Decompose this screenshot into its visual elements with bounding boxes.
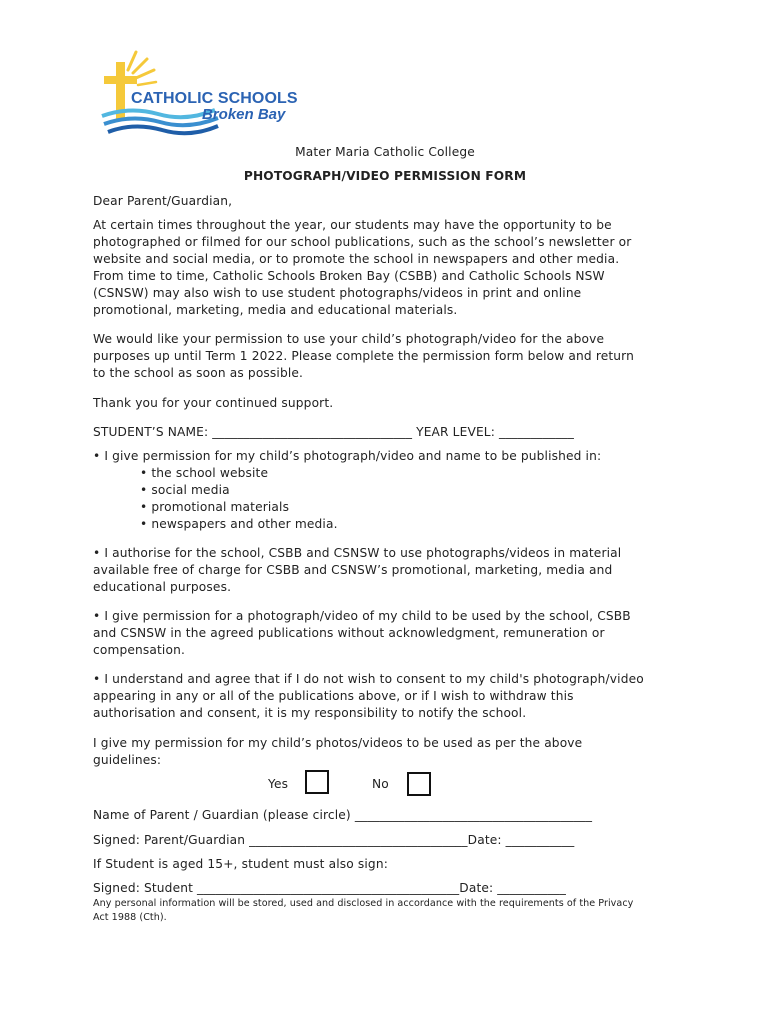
- logo-subtitle: Broken Bay: [202, 106, 286, 123]
- consent-line: I give my permission for my child’s photos/videos to be used as per the above: [93, 736, 583, 750]
- authorise-line: • I authorise for the school, CSBB and CSNSW to use photographs/videos in material: [93, 546, 622, 560]
- withdraw-line: authorisation and consent, it is my responsibility to notify the school.: [93, 706, 527, 720]
- authorise-line: available free of charge for CSBB and CSNSW’s promotional, marketing, media and: [93, 563, 613, 577]
- privacy-line: Any personal information will be stored, used and disclosed in accordance with the requirements of the Privacy: [93, 898, 634, 909]
- authorise-line: educational purposes.: [93, 580, 232, 594]
- permission-intro: • I give permission for my child’s photograph/video and name to be published in:: [93, 449, 602, 463]
- thanks-text: Thank you for your continued support.: [93, 396, 334, 410]
- intro-line: photographed or filmed for our school publications, such as the school’s newsletter or: [93, 235, 632, 249]
- parent-signature-field[interactable]: Signed: Parent/Guardian ___________________________________Date: ___________: [93, 833, 575, 847]
- yes-label: Yes: [268, 777, 289, 791]
- form-title: PHOTOGRAPH/VIDEO PERMISSION FORM: [243, 169, 527, 183]
- intro-line: promotional, marketing, media and educational materials.: [93, 303, 458, 317]
- request-line: to the school as soon as possible.: [93, 366, 304, 380]
- greeting: Dear Parent/Guardian,: [93, 194, 233, 208]
- privacy-line: Act 1988 (Cth).: [93, 912, 167, 923]
- no-label: No: [372, 777, 389, 791]
- withdraw-line: appearing in any or all of the publications above, or if I wish to withdraw this: [93, 689, 574, 703]
- intro-line: (CSNSW) may also wish to use student photographs/videos in print and online: [93, 286, 582, 300]
- list-item: • promotional materials: [140, 500, 290, 514]
- request-line: We would like your permission to use your child’s photograph/video for the above: [93, 332, 605, 346]
- intro-line: From time to time, Catholic Schools Broken Bay (CSBB) and Catholic Schools NSW: [93, 269, 605, 283]
- student-signature-field[interactable]: Signed: Student __________________________________________Date: ___________: [93, 881, 566, 895]
- catholic-schools-broken-bay-logo: [100, 48, 320, 143]
- acknowledge-line: compensation.: [93, 643, 185, 657]
- consent-line: guidelines:: [93, 753, 162, 767]
- withdraw-line: • I understand and agree that if I do not wish to consent to my child's photograph/video: [93, 672, 644, 686]
- acknowledge-line: • I give permission for a photograph/video of my child to be used by the school, CSBB: [93, 609, 631, 623]
- list-item: • the school website: [140, 466, 269, 480]
- list-item: • social media: [140, 483, 230, 497]
- request-line: purposes up until Term 1 2022. Please complete the permission form below and return: [93, 349, 635, 363]
- student-age-note: If Student is aged 15+, student must also sign:: [93, 857, 388, 871]
- student-name-year-field[interactable]: STUDENT’S NAME: ________________________________ YEAR LEVEL: ____________: [93, 425, 574, 439]
- intro-line: At certain times throughout the year, our students may have the opportunity to be: [93, 218, 612, 232]
- logo-title: CATHOLIC SCHOOLS: [131, 90, 298, 107]
- list-item: • newspapers and other media.: [140, 517, 338, 531]
- parent-name-field[interactable]: Name of Parent / Guardian (please circle) ______________________________________: [93, 808, 593, 822]
- acknowledge-line: and CSNSW in the agreed publications without acknowledgment, remuneration or: [93, 626, 605, 640]
- school-name: Mater Maria Catholic College: [295, 145, 475, 159]
- no-checkbox[interactable]: [407, 772, 431, 796]
- intro-line: website and social media, or to promote the school in newspapers and other media.: [93, 252, 620, 266]
- yes-checkbox[interactable]: [305, 770, 329, 794]
